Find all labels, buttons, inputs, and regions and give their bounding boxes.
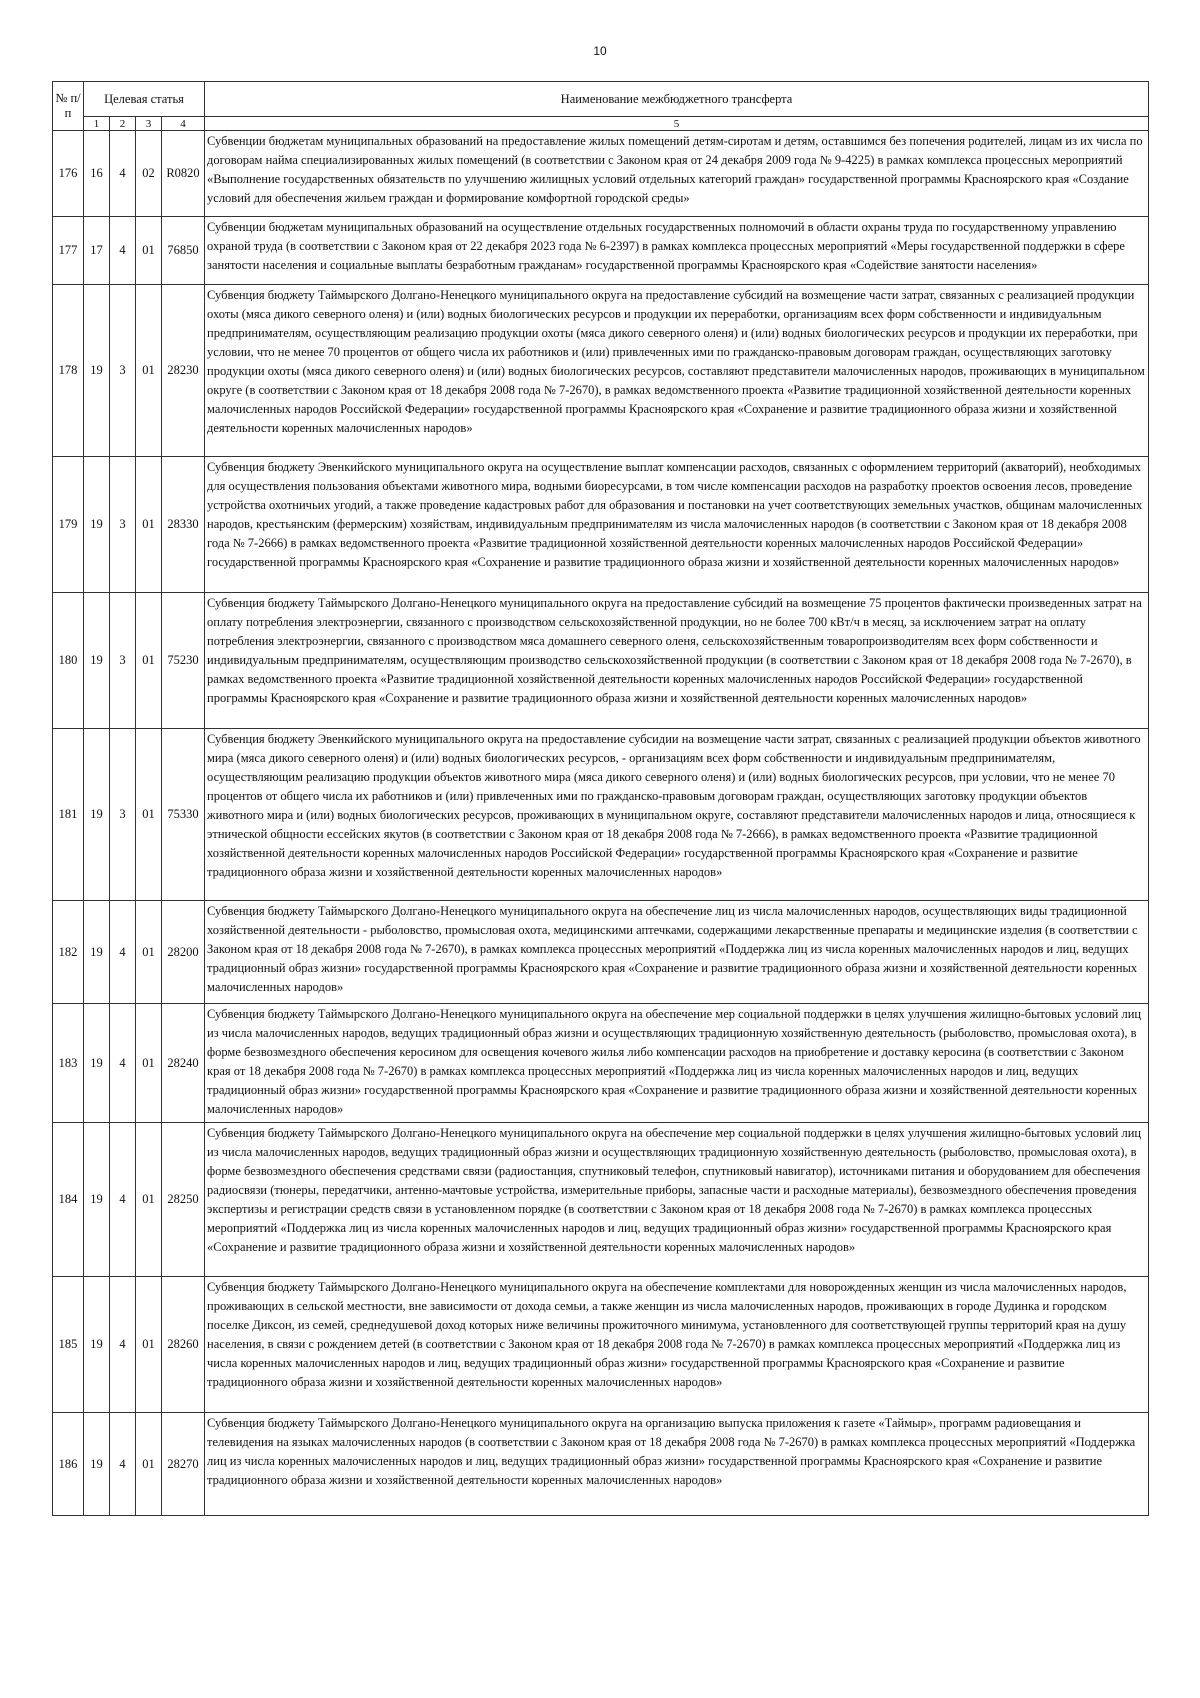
- transfer-name: Субвенция бюджету Таймырского Долгано-Ненецкого муниципального округа на обеспечение мер социальной поддержки в целях улучшения жилищно-бытовых условий лиц из числа малочисленных народов, ведущих традиционный образ жизни и осуществляющих традиционную хозяйственную деятельность (рыболовство, промысловая охота), в форме безвозмездного обеспечения керосином для освещения кочевого жилья либо компенсации расходов на приобретение и доставку керосина (в соответствии с Законом края от 18 декабря 2008 года № 7-2670) в рамках комплекса процессных мероприятий «Поддержка лиц из числа коренных малочисленных народов и лиц, ведущих традиционный образ жизни» государственной программы Красноярского края «Сохранение и развитие традиционного образа жизни и хозяйственной деятельности коренных малочисленных народов»: [205, 1004, 1149, 1123]
- row-number: 181: [53, 729, 84, 901]
- target-code-4: 75230: [162, 593, 205, 729]
- target-code-2: 4: [110, 1123, 136, 1277]
- header-transfer-name: Наименование межбюджетного трансферта: [205, 82, 1149, 117]
- target-code-1: 17: [84, 217, 110, 285]
- target-code-3: 02: [136, 131, 162, 217]
- target-code-1: 19: [84, 1004, 110, 1123]
- table-row: [53, 1123, 1149, 1277]
- transfer-name: Субвенции бюджетам муниципальных образований на осуществление отдельных государственных полномочий в области охраны труда по государственному управлению охраной труда (в соответствии с Законом края от 22 декабря 2023 года № 6-2397) в рамках комплекса процессных мероприятий «Меры государственной поддержки в сфере занятости населения и социальные выплаты безработным гражданам» государственной программы Красноярского края «Содействие занятости населения»: [205, 217, 1149, 285]
- table-row: [53, 131, 1149, 217]
- target-code-4: 28260: [162, 1277, 205, 1413]
- target-code-1: 19: [84, 1413, 110, 1516]
- header-sub-2: 2: [110, 117, 136, 131]
- target-code-3: 01: [136, 901, 162, 1004]
- target-code-4: 28270: [162, 1413, 205, 1516]
- target-code-4: R0820: [162, 131, 205, 217]
- target-code-2: 3: [110, 729, 136, 901]
- target-code-2: 4: [110, 1277, 136, 1413]
- target-code-4: 28240: [162, 1004, 205, 1123]
- target-code-1: 19: [84, 1123, 110, 1277]
- target-code-4: 76850: [162, 217, 205, 285]
- target-code-3: 01: [136, 457, 162, 593]
- target-code-2: 4: [110, 1413, 136, 1516]
- target-code-1: 19: [84, 901, 110, 1004]
- table-row: [53, 457, 1149, 593]
- header-target-article: Целевая статья: [84, 82, 205, 117]
- transfer-name: Субвенция бюджету Эвенкийского муниципального округа на осуществление выплат компенсации расходов, связанных с оформлением территорий (акваторий), необходимых для осуществления пользования объектами животного мира, водными биоресурсами, в том числе компенсации расходов на разработку проектов освоения лесов, проведение устройства охотничьих угодий, а также проведение кадастровых работ для образования и постановки на учет соответствующих земельных участков, общинам малочисленных народов, крестьянским (фермерским) хозяйствам, индивидуальным предпринимателям из числа малочисленных народов (в соответствии с Законом края от 18 декабря 2008 года № 7-2666) в рамках ведомственного проекта «Развитие традиционной хозяйственной деятельности коренных малочисленных народов Российской Федерации» государственной программы Красноярского края «Сохранение и развитие традиционного образа жизни и хозяйственной деятельности коренных малочисленных народов»: [205, 457, 1149, 593]
- row-number: 186: [53, 1413, 84, 1516]
- table-row: [53, 217, 1149, 285]
- target-code-4: 75330: [162, 729, 205, 901]
- table-row: [53, 285, 1149, 457]
- table-row: [53, 1004, 1149, 1123]
- target-code-2: 4: [110, 131, 136, 217]
- target-code-4: 28330: [162, 457, 205, 593]
- target-code-4: 28200: [162, 901, 205, 1004]
- target-code-3: 01: [136, 1413, 162, 1516]
- target-code-2: 3: [110, 285, 136, 457]
- row-number: 185: [53, 1277, 84, 1413]
- header-sub-4: 4: [162, 117, 205, 131]
- target-code-2: 4: [110, 1004, 136, 1123]
- target-code-3: 01: [136, 1277, 162, 1413]
- target-code-1: 19: [84, 285, 110, 457]
- target-code-2: 4: [110, 217, 136, 285]
- target-code-3: 01: [136, 593, 162, 729]
- header-sub-3: 3: [136, 117, 162, 131]
- row-number: 183: [53, 1004, 84, 1123]
- target-code-2: 4: [110, 901, 136, 1004]
- header-sub-1: 1: [84, 117, 110, 131]
- target-code-3: 01: [136, 285, 162, 457]
- transfer-name: Субвенция бюджету Таймырского Долгано-Ненецкого муниципального округа на организацию выпуска приложения к газете «Таймыр», программ радиовещания и телевидения на языках малочисленных народов (в соответствии с Законом края от 18 декабря 2008 года № 7-2670) в рамках комплекса процессных мероприятий «Поддержка лиц из числа коренных малочисленных народов и лиц, ведущих традиционный образ жизни» государственной программы Красноярского края «Сохранение и развитие традиционного образа жизни и хозяйственной деятельности коренных малочисленных народов»: [205, 1413, 1149, 1516]
- target-code-3: 01: [136, 1004, 162, 1123]
- target-code-4: 28250: [162, 1123, 205, 1277]
- row-number: 182: [53, 901, 84, 1004]
- target-code-3: 01: [136, 1123, 162, 1277]
- table-row: [53, 1277, 1149, 1413]
- table-body: [53, 131, 1149, 1516]
- row-number: 178: [53, 285, 84, 457]
- table-row: [53, 593, 1149, 729]
- transfer-name: Субвенция бюджету Таймырского Долгано-Ненецкого муниципального округа на обеспечение комплектами для новорожденных женщин из числа малочисленных народов, проживающих в сельской местности, вне зависимости от дохода семьи, а также женщин из числа малочисленных народов, проживающих в городе Дудинка и городском поселке Диксон, из семей, среднедушевой доход которых ниже величины прожиточного минимума, установленного для соответствующей группы территорий края на душу населения, в связи с рождением детей (в соответствии с Законом края от 18 декабря 2008 года № 7-2670) в рамках комплекса процессных мероприятий «Поддержка лиц из числа коренных малочисленных народов и лиц, ведущих традиционный образ жизни» государственной программы Красноярского края «Сохранение и развитие традиционного образа жизни и хозяйственной деятельности коренных малочисленных народов»: [205, 1277, 1149, 1413]
- header-row-number: № п/п: [53, 82, 84, 131]
- target-code-1: 19: [84, 729, 110, 901]
- target-code-4: 28230: [162, 285, 205, 457]
- target-code-2: 3: [110, 457, 136, 593]
- target-code-3: 01: [136, 729, 162, 901]
- target-code-1: 19: [84, 1277, 110, 1413]
- transfer-name: Субвенция бюджету Таймырского Долгано-Ненецкого муниципального округа на предоставление субсидий на возмещение части затрат, связанных с реализацией продукции охоты (мяса дикого северного оленя) и (или) водных биологических ресурсов и продукции их переработки, организациям всех форм собственности и индивидуальным предпринимателям, осуществляющим реализацию продукции охоты (мяса дикого северного оленя) и (или) водных биологических ресурсов и продукции их переработки, при условии, что не менее 70 процентов от общего числа их работников и (или) привлеченных ими по гражданско-правовым договорам граждан, осуществляющих заготовку продукции охоты (мяса дикого северного оленя) и (или) водных биологических ресурсов, составляют представители малочисленных народов, проживающих в муниципальном округе (в соответствии с Законом края от 18 декабря 2008 года № 7-2670), в рамках ведомственного проекта «Развитие традиционной хозяйственной деятельности коренных малочисленных народов Российской Федерации» государственной программы Красноярского края «Сохранение и развитие традиционного образа жизни и хозяйственной деятельности коренных малочисленных народов»: [205, 285, 1149, 457]
- target-code-1: 16: [84, 131, 110, 217]
- target-code-1: 19: [84, 593, 110, 729]
- target-code-2: 3: [110, 593, 136, 729]
- transfer-name: Субвенция бюджету Таймырского Долгано-Ненецкого муниципального округа на предоставление субсидий на возмещение 75 процентов фактически произведенных затрат на оплату потребления электроэнергии, связанного с производством сельскохозяйственной продукции, но не более 700 кВт/ч в месяц, за исключением затрат на оплату потребления электроэнергии, связанного с производством мяса домашнего северного оленя, сельскохозяйственным товаропроизводителям всех форм собственности и индивидуальным предпринимателям, осуществляющим производство сельскохозяйственной продукции (в соответствии с Законом края от 18 декабря 2008 года № 7-2670), в рамках ведомственного проекта «Развитие традиционной хозяйственной деятельности коренных малочисленных народов Российской Федерации» государственной программы Красноярского края «Сохранение и развитие традиционного образа жизни и хозяйственной деятельности коренных малочисленных народов»: [205, 593, 1149, 729]
- table-row: [53, 729, 1149, 901]
- row-number: 184: [53, 1123, 84, 1277]
- transfer-name: Субвенция бюджету Таймырского Долгано-Ненецкого муниципального округа на обеспечение лиц из числа малочисленных народов, осуществляющих виды традиционной хозяйственной деятельности - рыболовство, промысловая охота, медицинскими аптечками, содержащими лекарственные препараты и медицинские изделия (в соответствии с Законом края от 18 декабря 2008 года № 7-2670), в рамках комплекса процессных мероприятий «Поддержка лиц из числа коренных малочисленных народов и лиц, ведущих традиционный образ жизни» государственной программы Красноярского края «Сохранение и развитие традиционного образа жизни и хозяйственной деятельности коренных малочисленных народов»: [205, 901, 1149, 1004]
- row-number: 180: [53, 593, 84, 729]
- transfer-name: Субвенция бюджету Эвенкийского муниципального округа на предоставление субсидии на возмещение части затрат, связанных с реализацией продукции объектов животного мира (мяса дикого северного оленя) и (или) водных биологических ресурсов, - организациям всех форм собственности и индивидуальным предпринимателям, осуществляющим реализацию продукции объектов животного мира (мяса дикого северного оленя) и (или) водных биологических ресурсов, при условии, что не менее 70 процентов от общего числа их работников и (или) привлеченных ими по гражданско-правовым договорам граждан, осуществляющих заготовку продукции объектов животного мира и (или) водных биологических ресурсов, проживающих в муниципальном округе, составляют представители малочисленных народов и лица, относящиеся к этнической общности ессейских якутов (в соответствии с Законом края от 18 декабря 2008 года № 7-2666), в рамках ведомственного проекта «Развитие традиционной хозяйственной деятельности коренных малочисленных народов Российской Федерации» государственной программы Красноярского края «Сохранение и развитие традиционного образа жизни и хозяйственной деятельности коренных малочисленных народов»: [205, 729, 1149, 901]
- row-number: 176: [53, 131, 84, 217]
- page-number: 10: [593, 44, 607, 58]
- table-row: [53, 1413, 1149, 1516]
- target-code-3: 01: [136, 217, 162, 285]
- transfer-name: Субвенция бюджету Таймырского Долгано-Ненецкого муниципального округа на обеспечение мер социальной поддержки в целях улучшения жилищно-бытовых условий лиц из числа малочисленных народов, ведущих традиционный образ жизни и осуществляющих традиционную хозяйственную деятельность (рыболовство, промысловая охота), в форме безвозмездного обеспечения средствами связи (радиостанция, спутниковый телефон, спутниковый навигатор), источниками питания и оборудованием для обеспечения радиосвязи (тюнеры, передатчики, антенно-мачтовые устройства, измерительные приборы, запасные части и расходные материалы), безвозмездного обеспечения проведения экспертизы и регистрации средств связи в установленном порядке (в соответствии с Законом края от 18 декабря 2008 года № 7-2670) в рамках комплекса процессных мероприятий «Поддержка лиц из числа коренных малочисленных народов и лиц, ведущих традиционный образ жизни» государственной программы Красноярского края «Сохранение и развитие традиционного образа жизни и хозяйственной деятельности коренных малочисленных народов»: [205, 1123, 1149, 1277]
- row-number: 179: [53, 457, 84, 593]
- header-sub-5: 5: [205, 117, 1149, 131]
- transfer-name: Субвенции бюджетам муниципальных образований на предоставление жилых помещений детям-сиротам и детям, оставшимся без попечения родителей, лицам из их числа по договорам найма специализированных жилых помещений (в соответствии с Законом края от 24 декабря 2009 года № 9-4225) в рамках комплекса процессных мероприятий «Выполнение государственных обязательств по улучшению жилищных условий отдельных категорий граждан» государственной программы Красноярского края «Создание условий для обеспечения жильем граждан и формирование комфортной городской среды»: [205, 131, 1149, 217]
- row-number: 177: [53, 217, 84, 285]
- target-code-1: 19: [84, 457, 110, 593]
- transfers-table: [52, 81, 1149, 1516]
- table-row: [53, 901, 1149, 1004]
